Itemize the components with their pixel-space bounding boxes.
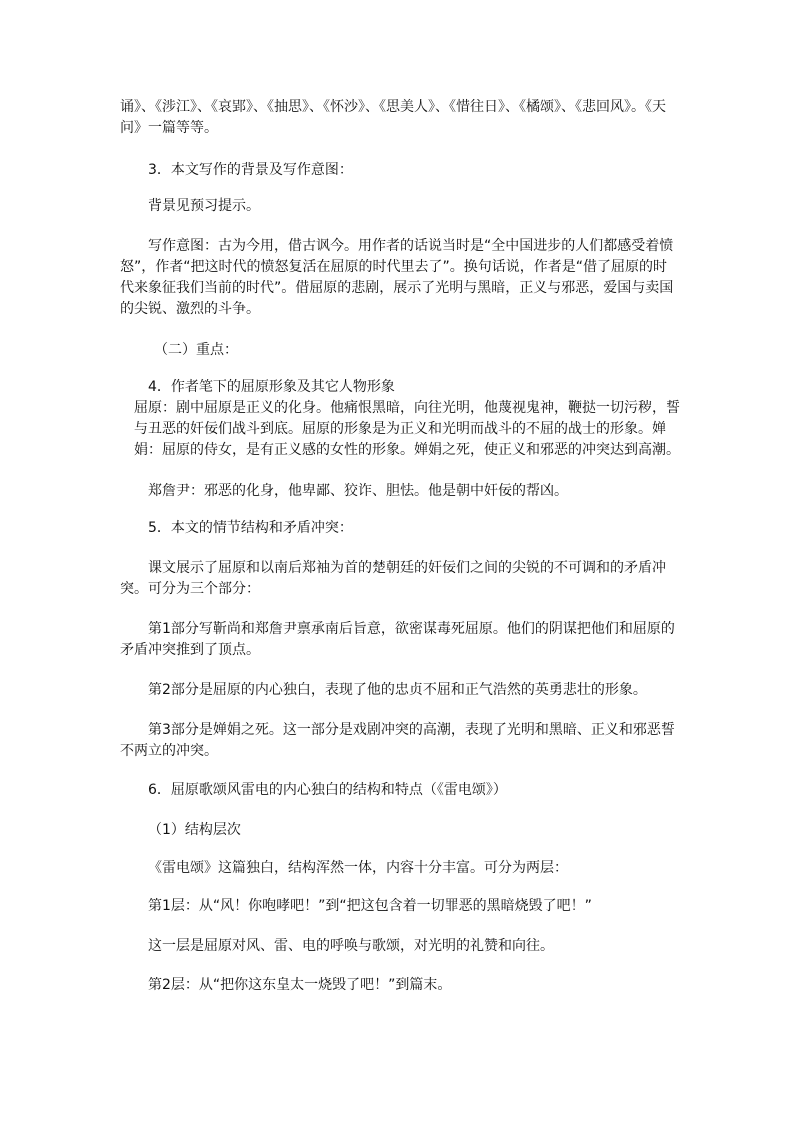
- paragraph-layer-1: 第1层：从“风！你咆哮吧！”到“把这包含着一切罪恶的黑暗烧毁了吧！”: [148, 898, 592, 914]
- paragraph-background: 背景见预习提示。: [148, 198, 260, 214]
- paragraph-plot-overview: 课文展示了屈原和以南后郑袖为首的楚朝廷的奸佞们之间的尖锐的不可调和的矛盾冲突。可分为三个部分：: [120, 560, 666, 597]
- paragraph-works-list: 诵》、《涉江》、《哀郢》、《抽思》、《怀沙》、《思美人》、《惜往日》、《橘颂》、《悲回风》。《天问》一篇等等。: [120, 99, 666, 136]
- paragraph-layer-2: 第2层：从“把你这东皇太一烧毁了吧！”到篇末。: [148, 977, 452, 993]
- paragraph-writing-intent: 写作意图：古为今用，借古讽今。用作者的话说当时是“全中国进步的人们都感受着愤怒”，作者“把这时代的愤怒复活在屈原的时代里去了”。换句话说，作者是“借了屈原的时代来象征我们当前的时代”。借屈原的悲剧，展示了光明与黑暗，正义与邪恶，爱国与卖国的尖锐、激烈的斗争。: [120, 238, 674, 317]
- paragraph-part-3: 第3部分是婵娟之死。这一部分是戏剧冲突的高潮，表现了光明和黑暗、正义和邪恶誓不两立的冲突。: [120, 722, 675, 759]
- paragraph-layer-1-desc: 这一层是屈原对风、雷、电的呼唤与歌颂，对光明的礼赞和向往。: [148, 938, 554, 954]
- heading-plot-structure: 5．本文的情节结构和矛盾冲突：: [148, 520, 353, 536]
- paragraph-quyuan-image: 屈原：剧中屈原是正义的化身。他痛恨黑暗，向往光明，他蔑视鬼神，鞭挞一切污秽，誓与丑恶的奸佞们战斗到底。屈原的形象是为正义和光明而战斗的不屈的战士的形象。婵娟：屈原的侍女，是有正义感的女性的形象。婵娟之死，使正义和邪恶的冲突达到高潮。: [134, 400, 680, 458]
- paragraph-part-1: 第1部分写靳尚和郑詹尹禀承南后旨意，欲密谋毒死屈原。他们的阴谋把他们和屈原的矛盾冲突推到了顶点。: [120, 621, 675, 658]
- paragraph-part-2: 第2部分是屈原的内心独白，表现了他的忠贞不屈和正气浩然的英勇悲壮的形象。: [148, 682, 647, 698]
- heading-key-points: （二）重点：: [154, 342, 238, 358]
- heading-structure-levels: （1）结构层次: [148, 822, 241, 838]
- paragraph-thunder-ode-overview: 《雷电颂》这篇独白，结构浑然一体，内容十分丰富。可分为两层：: [148, 860, 568, 876]
- heading-background-purpose: 3．本文写作的背景及写作意图：: [148, 162, 353, 178]
- heading-thunder-ode: 6．屈原歌颂风雷电的内心独白的结构和特点（《雷电颂》）: [148, 782, 507, 798]
- paragraph-zhengzhanyin: 郑詹尹：邪恶的化身，他卑鄙、狡诈、胆怯。他是朝中奸佞的帮凶。: [148, 483, 568, 499]
- heading-characters: 4．作者笔下的屈原形象及其它人物形象: [148, 379, 395, 395]
